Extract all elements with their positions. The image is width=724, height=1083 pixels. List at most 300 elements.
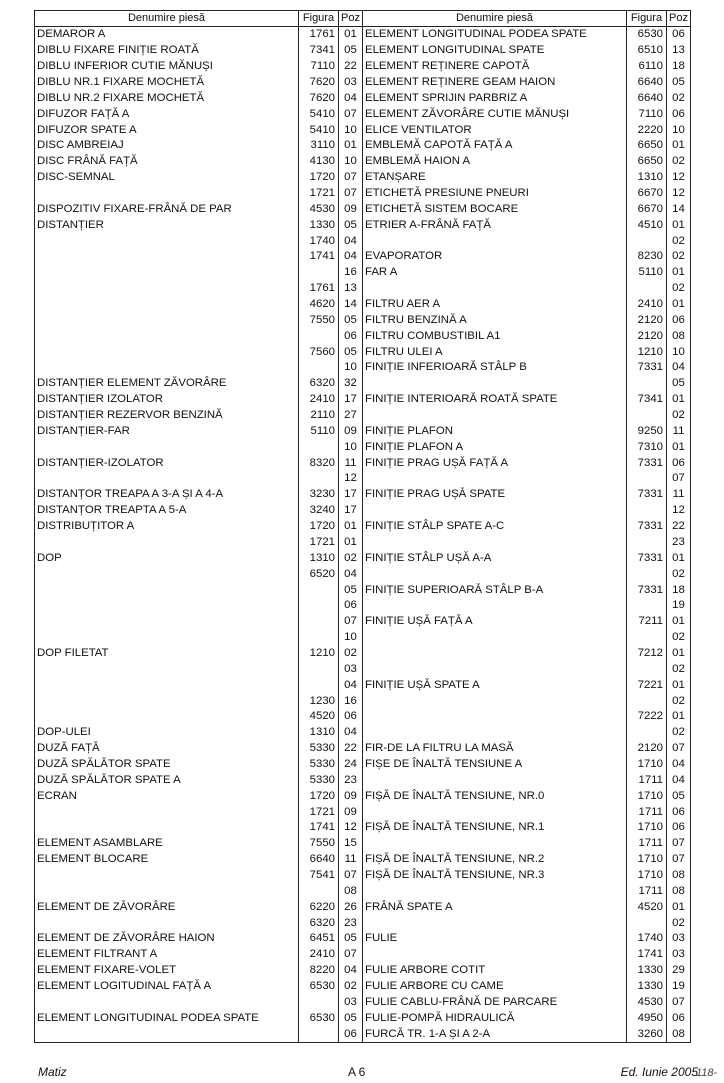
figure-right: 4510 [627, 217, 667, 233]
table-row [35, 312, 691, 328]
figure-right: 1310 [627, 170, 667, 186]
figure-right: 6640 [627, 75, 667, 91]
table-row [35, 265, 691, 281]
figure-right [627, 503, 667, 519]
part-name-left: DISTRIBUȚITOR A [35, 519, 299, 535]
table-row [35, 392, 691, 408]
part-name-left: DUZĂ SPĂLĂTOR SPATE [35, 757, 299, 773]
part-name-right [363, 233, 627, 249]
position-right: 02 [667, 725, 691, 741]
part-name-left [35, 233, 299, 249]
position-right: 01 [667, 899, 691, 915]
position-right: 01 [667, 439, 691, 455]
figure-right: 5110 [627, 265, 667, 281]
figure-right: 6110 [627, 59, 667, 75]
figure-left: 5410 [299, 106, 339, 122]
part-name-left [35, 281, 299, 297]
part-name-left [35, 265, 299, 281]
figure-left: 1330 [299, 217, 339, 233]
part-name-right: ELEMENT REȚINERE CAPOTĂ [363, 59, 627, 75]
figure-left: 1720 [299, 170, 339, 186]
position-left: 04 [339, 566, 363, 582]
table-row [35, 455, 691, 471]
footer-page-number: A 6 [348, 1065, 366, 1079]
table-row [35, 75, 691, 91]
header-figure-left: Figura [299, 11, 339, 27]
position-left: 23 [339, 915, 363, 931]
figure-right: 1710 [627, 868, 667, 884]
table-row [35, 154, 691, 170]
position-left: 04 [339, 90, 363, 106]
part-name-left: DISTANȚOR TREAPTA A 5-A [35, 503, 299, 519]
position-right: 01 [667, 297, 691, 313]
part-name-right: ELEMENT REȚINERE GEAM HAION [363, 75, 627, 91]
figure-right: 6650 [627, 154, 667, 170]
table-row [35, 186, 691, 202]
figure-right: 8230 [627, 249, 667, 265]
position-right: 06 [667, 804, 691, 820]
position-right: 06 [667, 106, 691, 122]
position-left: 05 [339, 931, 363, 947]
part-name-left: DISTANȚIER-IZOLATOR [35, 455, 299, 471]
position-right: 04 [667, 757, 691, 773]
figure-left: 7620 [299, 75, 339, 91]
position-right: 01 [667, 550, 691, 566]
figure-right [627, 376, 667, 392]
figure-left [299, 265, 339, 281]
position-right: 19 [667, 598, 691, 614]
part-name-right: ETICHETĂ SISTEM BOCARE [363, 201, 627, 217]
position-right: 01 [667, 646, 691, 662]
table-row [35, 487, 691, 503]
position-right: 07 [667, 994, 691, 1010]
figure-left [299, 1026, 339, 1042]
part-name-right: FINIȚIE UȘĂ FAȚĂ A [363, 614, 627, 630]
part-name-left: ELEMENT BLOCARE [35, 852, 299, 868]
figure-left [299, 677, 339, 693]
table-row [35, 741, 691, 757]
part-name-right: ELEMENT LONGITUDINAL PODEA SPATE [363, 27, 627, 43]
part-name-left [35, 535, 299, 551]
table-row [35, 836, 691, 852]
figure-right: 7212 [627, 646, 667, 662]
part-name-right: FIȘĂ DE ÎNALTĂ TENSIUNE, NR.2 [363, 852, 627, 868]
table-row [35, 646, 691, 662]
part-name-right: ELICE VENTILATOR [363, 122, 627, 138]
position-left: 10 [339, 154, 363, 170]
part-name-right: FIȘĂ DE ÎNALTĂ TENSIUNE, NR.1 [363, 820, 627, 836]
table-row [35, 947, 691, 963]
figure-right: 1741 [627, 947, 667, 963]
position-left: 04 [339, 677, 363, 693]
table-row [35, 566, 691, 582]
part-name-right: FINIȚIE STÂLP UȘĂ A-A [363, 550, 627, 566]
table-row [35, 931, 691, 947]
figure-left: 4130 [299, 154, 339, 170]
part-name-right [363, 804, 627, 820]
part-name-left: DISTANȚIER-FAR [35, 423, 299, 439]
figure-left: 1721 [299, 535, 339, 551]
position-right: 10 [667, 122, 691, 138]
figure-right [627, 233, 667, 249]
figure-left: 1210 [299, 646, 339, 662]
table-row [35, 677, 691, 693]
part-name-right: FINIȚIE UȘĂ SPATE A [363, 677, 627, 693]
figure-left [299, 630, 339, 646]
figure-right [627, 725, 667, 741]
position-right: 08 [667, 868, 691, 884]
figure-right: 4530 [627, 994, 667, 1010]
position-left: 12 [339, 471, 363, 487]
part-name-right [363, 408, 627, 424]
position-left: 06 [339, 328, 363, 344]
table-row [35, 804, 691, 820]
part-name-left: DIBLU INFERIOR CUTIE MĂNUȘI [35, 59, 299, 75]
position-left: 01 [339, 535, 363, 551]
figure-left: 7560 [299, 344, 339, 360]
position-right: 07 [667, 471, 691, 487]
table-header-row [35, 11, 691, 27]
table-row [35, 757, 691, 773]
table-row [35, 519, 691, 535]
figure-right: 2220 [627, 122, 667, 138]
position-left: 17 [339, 392, 363, 408]
figure-right: 1330 [627, 979, 667, 995]
position-right: 23 [667, 535, 691, 551]
position-left: 05 [339, 1010, 363, 1026]
figure-right: 7331 [627, 582, 667, 598]
figure-left: 2110 [299, 408, 339, 424]
position-right: 02 [667, 249, 691, 265]
part-name-right: ETICHETĂ PRESIUNE PNEURI [363, 186, 627, 202]
part-name-left: DISC AMBREIAJ [35, 138, 299, 154]
position-left: 07 [339, 614, 363, 630]
position-left: 02 [339, 646, 363, 662]
part-name-left [35, 915, 299, 931]
part-name-right [363, 646, 627, 662]
position-left: 01 [339, 27, 363, 43]
part-name-right: FIȘE DE ÎNALTĂ TENSIUNE A [363, 757, 627, 773]
table-row [35, 423, 691, 439]
figure-left: 7550 [299, 312, 339, 328]
position-right: 11 [667, 487, 691, 503]
figure-left: 3230 [299, 487, 339, 503]
figure-left: 6320 [299, 915, 339, 931]
part-name-right: FULIE CABLU-FRÂNĂ DE PARCARE [363, 994, 627, 1010]
figure-right: 1711 [627, 883, 667, 899]
part-name-right: FULIE [363, 931, 627, 947]
part-name-right [363, 598, 627, 614]
table-row [35, 852, 691, 868]
header-figure-right: Figura [627, 11, 667, 27]
figure-left: 1230 [299, 693, 339, 709]
table-row [35, 59, 691, 75]
part-name-right: FINIȚIE STÂLP SPATE A-C [363, 519, 627, 535]
table-row [35, 1010, 691, 1026]
position-right: 05 [667, 75, 691, 91]
part-name-right: FILTRU ULEI A [363, 344, 627, 360]
table-row [35, 439, 691, 455]
table-row [35, 994, 691, 1010]
figure-right: 2410 [627, 297, 667, 313]
figure-left: 1721 [299, 186, 339, 202]
position-left: 08 [339, 883, 363, 899]
table-row [35, 630, 691, 646]
figure-right: 7331 [627, 487, 667, 503]
position-left: 07 [339, 947, 363, 963]
position-left: 02 [339, 979, 363, 995]
position-left: 22 [339, 741, 363, 757]
parts-index-table [34, 10, 691, 1043]
part-name-left [35, 820, 299, 836]
figure-left [299, 328, 339, 344]
figure-right: 9250 [627, 423, 667, 439]
table-row [35, 535, 691, 551]
part-name-left: DISC-SEMNAL [35, 170, 299, 186]
position-right: 01 [667, 265, 691, 281]
figure-right: 1710 [627, 788, 667, 804]
position-right: 06 [667, 455, 691, 471]
table-row [35, 43, 691, 59]
figure-left: 6530 [299, 979, 339, 995]
position-right: 01 [667, 709, 691, 725]
part-name-left [35, 614, 299, 630]
part-name-left: DISTANȚIER IZOLATOR [35, 392, 299, 408]
figure-right: 1740 [627, 931, 667, 947]
position-left: 01 [339, 138, 363, 154]
part-name-left [35, 677, 299, 693]
part-name-right: FILTRU BENZINĂ A [363, 312, 627, 328]
position-right: 08 [667, 1026, 691, 1042]
part-name-right: ETANȘARE [363, 170, 627, 186]
table-row [35, 170, 691, 186]
table-row [35, 915, 691, 931]
figure-right: 4950 [627, 1010, 667, 1026]
position-left: 04 [339, 725, 363, 741]
page-footer [38, 1065, 698, 1081]
figure-left: 4520 [299, 709, 339, 725]
figure-right: 1710 [627, 820, 667, 836]
part-name-left [35, 804, 299, 820]
figure-left [299, 471, 339, 487]
part-name-left: ELEMENT FILTRANT A [35, 947, 299, 963]
part-name-left: DIBLU NR.2 FIXARE MOCHETĂ [35, 90, 299, 106]
figure-left: 7620 [299, 90, 339, 106]
position-left: 16 [339, 693, 363, 709]
part-name-left [35, 994, 299, 1010]
position-left: 01 [339, 519, 363, 535]
figure-right: 7222 [627, 709, 667, 725]
table-row [35, 979, 691, 995]
figure-left: 1740 [299, 233, 339, 249]
figure-left: 1720 [299, 519, 339, 535]
part-name-right: FINIȚIE PRAG UȘĂ FAȚĂ A [363, 455, 627, 471]
table-row [35, 772, 691, 788]
position-left: 14 [339, 297, 363, 313]
figure-right [627, 661, 667, 677]
position-left: 03 [339, 75, 363, 91]
figure-left: 7541 [299, 868, 339, 884]
figure-left [299, 883, 339, 899]
figure-right: 1210 [627, 344, 667, 360]
part-name-right: ELEMENT SPRIJIN PARBRIZ A [363, 90, 627, 106]
table-row [35, 550, 691, 566]
part-name-left: DISPOZITIV FIXARE-FRÂNĂ DE PAR [35, 201, 299, 217]
figure-left: 5110 [299, 423, 339, 439]
figure-right: 1711 [627, 836, 667, 852]
part-name-right: FIȘĂ DE ÎNALTĂ TENSIUNE, NR.0 [363, 788, 627, 804]
part-name-right: FURCĂ TR. 1-A ȘI A 2-A [363, 1026, 627, 1042]
position-right: 06 [667, 1010, 691, 1026]
part-name-left: DIBLU NR.1 FIXARE MOCHETĂ [35, 75, 299, 91]
part-name-left [35, 598, 299, 614]
table-row [35, 122, 691, 138]
position-left: 17 [339, 503, 363, 519]
part-name-right [363, 772, 627, 788]
figure-left: 7110 [299, 59, 339, 75]
figure-left: 1721 [299, 804, 339, 820]
part-name-left: ELEMENT DE ZĂVORÂRE [35, 899, 299, 915]
figure-left: 1310 [299, 725, 339, 741]
part-name-right [363, 281, 627, 297]
figure-left: 6520 [299, 566, 339, 582]
figure-right: 7211 [627, 614, 667, 630]
figure-left: 2410 [299, 947, 339, 963]
part-name-right [363, 693, 627, 709]
table-row [35, 138, 691, 154]
part-name-left [35, 328, 299, 344]
figure-left: 7550 [299, 836, 339, 852]
position-right: 01 [667, 677, 691, 693]
part-name-right: FIR-DE LA FILTRU LA MASĂ [363, 741, 627, 757]
figure-left: 4530 [299, 201, 339, 217]
part-name-left: DIFUZOR FAȚĂ A [35, 106, 299, 122]
table-row [35, 693, 691, 709]
figure-right [627, 471, 667, 487]
position-left: 05 [339, 312, 363, 328]
table-row [35, 1026, 691, 1042]
position-right: 06 [667, 820, 691, 836]
position-right: 02 [667, 90, 691, 106]
figure-left: 3110 [299, 138, 339, 154]
position-left: 10 [339, 439, 363, 455]
part-name-right: FAR A [363, 265, 627, 281]
table-row [35, 471, 691, 487]
part-name-left: DOP-ULEI [35, 725, 299, 741]
position-right: 07 [667, 852, 691, 868]
table-row [35, 788, 691, 804]
part-name-left [35, 566, 299, 582]
header-position-right: Poz [667, 11, 691, 27]
part-name-left [35, 661, 299, 677]
position-right: 10 [667, 344, 691, 360]
part-name-right: FILTRU COMBUSTIBIL A1 [363, 328, 627, 344]
position-left: 04 [339, 233, 363, 249]
figure-right: 2120 [627, 312, 667, 328]
figure-left: 1761 [299, 281, 339, 297]
figure-left: 5410 [299, 122, 339, 138]
part-name-left: DEMAROR A [35, 27, 299, 43]
part-name-right: FILTRU AER A [363, 297, 627, 313]
table-row [35, 297, 691, 313]
figure-left: 6530 [299, 1010, 339, 1026]
part-name-left: ELEMENT DE ZĂVORÂRE HAION [35, 931, 299, 947]
figure-left [299, 661, 339, 677]
position-right: 02 [667, 693, 691, 709]
figure-left: 6451 [299, 931, 339, 947]
part-name-left [35, 297, 299, 313]
position-left: 07 [339, 106, 363, 122]
position-left: 09 [339, 201, 363, 217]
figure-right: 1330 [627, 963, 667, 979]
position-right: 18 [667, 582, 691, 598]
part-name-left: ELEMENT LONGITUDINAL PODEA SPATE [35, 1010, 299, 1026]
position-right: 01 [667, 138, 691, 154]
part-name-right [363, 915, 627, 931]
position-left: 04 [339, 249, 363, 265]
position-right: 22 [667, 519, 691, 535]
table-row [35, 408, 691, 424]
figure-left: 5330 [299, 772, 339, 788]
figure-left: 1741 [299, 820, 339, 836]
figure-right: 6670 [627, 201, 667, 217]
position-left: 05 [339, 217, 363, 233]
table-row [35, 725, 691, 741]
table-row [35, 883, 691, 899]
table-row [35, 328, 691, 344]
figure-right: 1711 [627, 772, 667, 788]
position-right: 03 [667, 947, 691, 963]
part-name-left: DISC FRÂNĂ FAȚĂ [35, 154, 299, 170]
figure-right: 4520 [627, 899, 667, 915]
part-name-right: FRÂNĂ SPATE A [363, 899, 627, 915]
figure-right: 7331 [627, 550, 667, 566]
figure-left [299, 439, 339, 455]
figure-left: 1720 [299, 788, 339, 804]
figure-right [627, 915, 667, 931]
position-left: 07 [339, 170, 363, 186]
position-right: 07 [667, 741, 691, 757]
part-name-right: FINIȚIE INFERIOARĂ STÂLP B [363, 360, 627, 376]
part-name-left: DIFUZOR SPATE A [35, 122, 299, 138]
table-row [35, 344, 691, 360]
figure-right [627, 630, 667, 646]
part-name-right: FINIȚIE SUPERIOARĂ STÂLP B-A [363, 582, 627, 598]
part-name-right: EVAPORATOR [363, 249, 627, 265]
table-row [35, 709, 691, 725]
table-row [35, 614, 691, 630]
part-name-right: FULIE-POMPĂ HIDRAULICĂ [363, 1010, 627, 1026]
part-name-left [35, 582, 299, 598]
figure-right [627, 566, 667, 582]
header-position-left: Poz [339, 11, 363, 27]
figure-right: 3260 [627, 1026, 667, 1042]
part-name-left [35, 868, 299, 884]
position-right: 02 [667, 566, 691, 582]
footer-model: Matiz [38, 1065, 67, 1079]
position-right: 04 [667, 360, 691, 376]
part-name-right [363, 883, 627, 899]
figure-right: 1711 [627, 804, 667, 820]
position-right: 02 [667, 630, 691, 646]
table-row [35, 582, 691, 598]
figure-right [627, 408, 667, 424]
position-left: 11 [339, 852, 363, 868]
part-name-left [35, 883, 299, 899]
part-name-left [35, 360, 299, 376]
figure-right: 7331 [627, 360, 667, 376]
part-name-right: ELEMENT ZĂVORÂRE CUTIE MĂNUȘI [363, 106, 627, 122]
